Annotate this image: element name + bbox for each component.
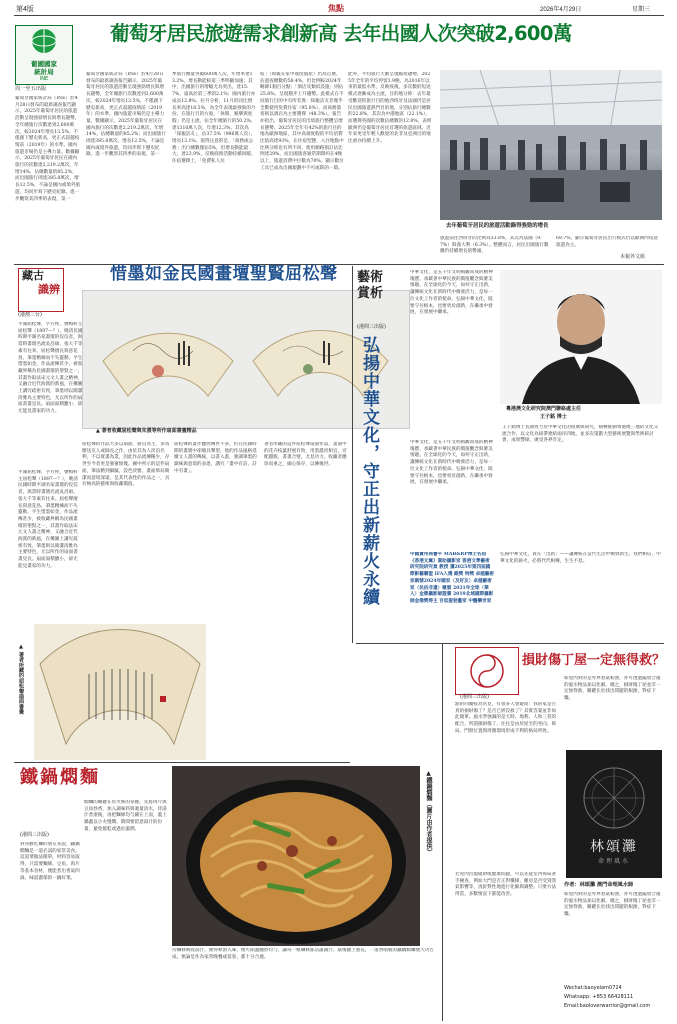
appreciation-vertical-headline: 弘揚中華文化，守正出新薪火永續: [359, 336, 379, 606]
fengshui-author: (港問三出版): [460, 694, 489, 700]
lead-headline: 葡萄牙居民旅遊需求創新高 去年出國人次突破2,600萬: [110, 22, 572, 45]
ine-logo: [15, 25, 73, 85]
column-divider-right: [442, 643, 443, 1021]
fengshui-seal: [566, 750, 662, 878]
fengshui-body-2: 若屋內出現破財或健康問題，可以先從室內佈局著手檢查，例如大門是否正對樓梯、睡房是否受到煞氣影響等，再針對性地進行化解與調整。只要方法得當，多數情況下都能改善。: [455, 872, 557, 898]
airport-photo: [440, 70, 662, 220]
fan-photo-caption: ▲ 著者收藏屈松聲與朱熹等所作扇面書畫精品: [96, 428, 197, 434]
fengshui-contact-whatsapp[interactable]: Whatsapp: +853 66428111: [564, 994, 634, 1000]
header-rule: [14, 15, 664, 16]
fengshui-contact-email[interactable]: Email:baoloverwarrior@gmail.com: [564, 1003, 651, 1009]
art-side-caption: ▲ 著者所藏的屈松聲扇面書畫: [18, 644, 24, 715]
portrait-drawing: [500, 270, 662, 404]
airport-photo-drawing: [440, 70, 662, 220]
art-body-d: 著者所藏的這件屈松聲扇面作品，畫面中的花卉枝葉舒展有致，用墨濃淡相宜，旁配題跋，書畫合璧，尤見功力。收藏者應珍而重之，細心保存，以傳後世。: [264, 442, 347, 468]
fengshui-bio: 如屋內對的是外界煞氣較強，亦可透過擺放合適的風水物品加以化解。總之，損財傷丁屋並非一定無得救，關鍵在於找出問題的根源，對症下藥。: [564, 892, 661, 918]
portrait-bio-text: 王子銘博士長期致力於中華文化的推廣與研究，積極推動粵港澳三地的文化交流合作，以文化為紐帶連結兩岸四地，並多次策劃大型藝術展覽與學術研討會，成果豐碩，廣受各界肯定。: [502, 425, 659, 444]
food-body-2: 燜麵的關鍵在於火候的掌握。先將肉片與豆角炒香，加入調味料與適量清水，待湯汁煮滾後，再把麵條均勻鋪在上面，蓋上鍋蓋以小火慢燜。期間要留意湯汁的份量，避免燒乾或過於濕潤。: [84, 800, 167, 832]
fan-painting-large-drawing: [34, 624, 206, 760]
lead-body-col3: 宿」（如親友家中或度假屋）仍為首選，佔過夜總數的58.4%，但比例較2024年略降1個百分點；「酒店及類似設施」則佔25.8%，呈現穩步上升趨勢。此模式在不同旅行目的中有所差異：探親訪友者幾乎全數使用免費住宿（95.0%），而商務旅客則以酒店為主要選擇（48.3%）。報告亦指出，葡萄牙居民的出境旅行整體呈增長態勢。2025年全年有42%的旅行目的地為歐洲地區，其中高端度假的平均消費比值高達93%，在住宿型態，入住地點中比例分佈也有所不同，使用網路預訂佔比例達29%，而出國旅客通常期間約在4晚以上，旅遊消費中位數為70%。顯示數位工具已成為出國規劃中不可或缺的一環。: [260, 72, 344, 171]
food-author: (港問三出版): [20, 832, 49, 838]
appreciation-notice: 中國貴州商譽平 MAB&RP博士名指《香港文翼》資助攝影家 香港文學藝術研究院研究員 教授 獲2025年第四屆國際影藝聯盟 IFA入選 銀獎 特獎 卓越藝術家稱號2024年國家（及好友）卓越藝術家（民俗非遺）稱號 2021年全球（華人）金牌攝影師證書 2019北域國際攝影師金像獎得主 百低聖勃畫家 中醫藥世家: [410, 552, 494, 604]
ine-globe-icon: [16, 26, 72, 56]
appreciation-bottom-rule: [356, 643, 664, 644]
fengshui-logo-icon: [456, 648, 518, 694]
lead-body-col4: 此外，平均旅行天數呈現縮短趨勢，2025年全年的平均停留3.9晚，為2016年以來的最低水準，反映疫後，多次數的短途模式逐漸成為主流。目的地分佈：去年最受歡迎的旅行目的地西班牙及法國仍是居民出國旅遊熱門目的地，分別佔旅行總數的22.8%，其次為中港地區（22.1%），而選擇英國的次數佔總數的12.8%，表明歐洲仍是葡萄牙居民首選的旅遊區域。近年來更受年輕人歡迎的北非及亞洲目的地比重亦持續上升。: [348, 72, 432, 145]
fengshui-logo: [455, 647, 519, 695]
airport-photo-caption: 去年葡萄牙居民的旅遊活動錄得強勁的增長: [446, 223, 549, 229]
portrait-bio-name: 王子銘 博士: [540, 414, 567, 420]
art-column-logo: [18, 268, 64, 312]
lead-photo-body: 旅遊前往西班牙的比例為33.8%，其次為法國（9.7%）與義大利（6.3%）。整體而言，居民出國旅行數據仍持續增長的勢頭。: [440, 236, 549, 255]
art-body-a2: 平湖屈松聲，字方侯，號梅軒主屈松聲（1897—？），晚清民國時期平湖名家畫壇的佼佼者，與當時畫壇名流吳昌碩、張大千等素有往來。屈松聲擅長寫意花鳥，筆墨精煉而不失靈動，平生惜墨如金，作品流傳甚少，被收藏界稱為民國畫壇的聖賢之一，其畫作取法宋元文人畫之精神，又融合近代海派的新風，在構圖上講究疏密有致，筆墨則以簡潔清雅為主要特色，尤以所作的扇面書畫見長。扇面面積雖小，卻尤能見畫家的功力。: [18, 470, 78, 569]
page-number: 第4版: [16, 6, 34, 13]
lead-body-col2: 季旅行總量突破600萬人次，年增率達13.2%，增長動能較第三季明顯加速；其中，出國旅行的增幅尤為突出，達15.7%，遠高於第三季的2.1%；國內旅行亦成長12.8%。拉升分析，11月的同比增長率高達18.5%，為全年表現最強勁的月份。在旅行目的方面，「休閒、娛樂與度假」仍是主流，佔全年總旅行的50.2%，達1310萬人次，年增12.3%，其次為「探親訪友」，佔37.5%（986萬人次），增長13.1%。值得注意的是，「商務或公務」出行總數僅佔5%，但增長動能最大，達23.9%，反映商務活動持續回暖。住宿選擇上，「免費私人住: [172, 72, 256, 165]
appreciation-author: (港問三出版): [357, 324, 386, 330]
appreciation-body-3: 弘揚中華文化，貴在「出新」——讓傳統在當代生活中煥發新生。我們相信，中華文化的薪火，必將代代相傳，生生不息。: [500, 552, 661, 564]
column-divider-mid: [352, 266, 353, 643]
art-bottom-rule: [14, 762, 350, 763]
art-body-a: 平湖屈松聲，字方侯，號梅軒主屈松聲（1897—？），晚清民國時期平湖名家畫壇的佼佼者，與當時畫壇名流吳昌碩、張大千等素有往來。屈松聲擅長寫意花鳥，筆墨精煉而不失靈動，平生惜墨如金，作品流傳甚少，被收藏界稱為民國畫壇的聖賢之一，其畫作取法宋元文人畫之精神，又融合近代海派的新風，在構圖上講究疏密有致，筆墨則以簡潔清雅為主要特色，尤以所作的扇面書畫見長。扇面面積雖小，卻尤能見畫家的功力。: [18, 322, 83, 415]
appreciation-column-logo: [357, 270, 405, 324]
food-body: 對喜歡吃麵的朋友來說，鐵鍋燜麵是一道必試的家常美食。這道菜做法簡單，材料容易取得，只需要麵條、豆角、肉片等基本食材，便能煮出香氣四溢、味道濃郁的一鍋好菜。: [20, 842, 80, 881]
appreciation-body: 中華文化，是五千年文明積澱而成的精神瑰寶，承載著中華民族的價值觀念與審美情趣。在全球化的今天，如何守正出新，讓傳統文化在新時代中煥發活力，是每一位文化工作者的使命。弘揚中華文化，既要守住根本，也要勇於創新，在繼承中發展，在發展中繼承。: [410, 270, 493, 316]
ine-logo-text-2: 統計局: [34, 68, 54, 76]
ine-logo-caption: 周一至五出版: [15, 86, 47, 92]
noodle-photo-drawing: [172, 766, 420, 946]
appreciation-body-2: 中華文化，是五千年文明積澱而成的精神瑰寶，承載著中華民族的價值觀念與審美情趣。在全球化的今天，如何守正出新，讓傳統文化在新時代中煥發活力，是每一位文化工作者的使命。弘揚中華文化，既要守住根本，也要勇於創新，在繼承中發展，在發展中繼承。: [410, 440, 493, 486]
lead-body-col1b: 葡萄牙國家統計局（INE）於4月28日發布的最新調查報告顯示，2025年葡萄牙居民的旅遊活動呈現強勁增長與增長趨勢，全年總旅行次數達到2,600萬次，較2024年增長13.5%，不僅創下歷史新高，更正式超越疫情前（2019年）的水準。國內旅遊市場仍是主導力量。數據顯示，2025年葡萄牙居民在國內旅行的次數達2,219.2萬次，年增14%，佔總數量的85.2%；而出國旅行則達385.8萬次，增長12.5%，不論是國內或境外旅遊，均同步寫下歷史紀錄。進一步觀察其四季的表現，第一: [15, 96, 81, 202]
fengshui-seal-name: 林頌灘: [590, 839, 638, 855]
fengshui-author-line: 作者：林頌灘 澳門命理風水師: [564, 882, 634, 888]
portrait-photo: [500, 270, 662, 404]
ine-logo-text-1: 葡國國家: [31, 60, 57, 68]
fan-painting-large-photo: [34, 624, 206, 760]
fengshui-headline: 損財傷丁屋一定無得救？: [522, 653, 666, 668]
lead-photo-body-2: 69.7%，顯示葡萄牙居民出行模式仍以歐洲內短途旅遊為主。: [556, 236, 658, 248]
fengshui-body: 點的回覆較為常見，有很多人會疑問：我的家是否真的損財傷丁？是否已經沒救了？其實答案並非如此簡單。風水學強調的是天時、地利、人和三者的配合，所謂損財傷丁，往往是由於屋宅的坐向、佈局、門窗位置與周圍環境形成不利的格局所致。: [455, 702, 557, 734]
art-body-b: 屈松聲的作品大多以扇面、冊頁為主，多為贈送友人或師長之作，由於其為人淡泊名利，不以賣畫為業，因此作品流傳稀少，存世至今者更是寥寥無幾。圖中所示的這件扇面，筆法精到細膩，設色淡雅，畫面佈局簡潔而意境深遠，是其代表性的作品之一，具有極高的藝術與收藏價值。: [82, 442, 170, 488]
food-headline: 鐵鍋燜麵: [20, 767, 100, 788]
appreciation-column-title: 藝術賞析: [357, 270, 384, 301]
art-column-logo-1: 藏古: [22, 269, 44, 282]
lead-body-col1: 葡萄牙國家統計局（INE）於4月28日發布的最新調查報告顯示，2025年葡萄牙居民的旅遊活動呈現強勁增長與增長趨勢，全年總旅行次數達到2,600萬次，較2024年增長13.5%，不僅創下歷史新高，更正式超越疫情前（2019年）的水準。國內旅遊市場仍是主導力量。數據顯示，2025年葡萄牙居民在國內旅行的次數達2,219.2萬次，年增14%，佔總數量的85.2%；而出國旅行則達385.8萬次，增長12.5%，不論是國內或境外旅遊，均同步寫下歷史紀錄。進一步觀察其四季的表現，第一: [86, 72, 166, 158]
art-body-c: 屈松聲的畫作雖然傳世不多，但在民國時期的畫壇中卻頗具聲望。他的作品風格延續文人畫的傳統，以書入畫，強調筆墨的韻味與意境的表達，講究「畫中有詩，詩中有畫」。: [174, 442, 257, 474]
ine-logo-text-3: INE: [39, 76, 49, 82]
food-body-3: 待麵條吸收湯汁、變得軟滑入味，便可開蓋翻炒均勻，讓每一根麵條都沾滿醬汁。最後撒上蔥花，一道香噴噴的鐵鍋燜麵便大功告成，無論是作為家常晚餐或宴客，都十分合適。: [172, 948, 434, 960]
fengshui-contact-wechat[interactable]: Wechat:baoyelam0724: [564, 985, 622, 991]
masthead: 焦點: [328, 4, 344, 13]
issue-date: 2026年4月29日: [540, 7, 582, 13]
art-headline: 惜墨如金民國畫壇聖賢屈松聲: [110, 264, 338, 284]
fengshui-seal-sub: 命理風水: [597, 858, 630, 865]
weekday: 星期三: [632, 7, 651, 13]
noodle-photo: [172, 766, 420, 946]
art-author: (港澳三台): [18, 312, 42, 318]
portrait-bio-title: 粵港澳文化研究院澳門聯絡處主任: [506, 406, 582, 412]
art-column-logo-2: 識辨: [38, 283, 60, 296]
noodle-photo-caption: ▲鐵鍋燜麵（圖片由作者提供）: [425, 770, 432, 855]
fengshui-body-3: 如屋內對的是外界煞氣較強，亦可透過擺放合適的風水物品加以化解。總之，損財傷丁屋並非一定無得救，關鍵在於找出問題的根源，對症下藥。: [564, 676, 661, 702]
lead-credit: 本報外文組: [620, 254, 646, 260]
